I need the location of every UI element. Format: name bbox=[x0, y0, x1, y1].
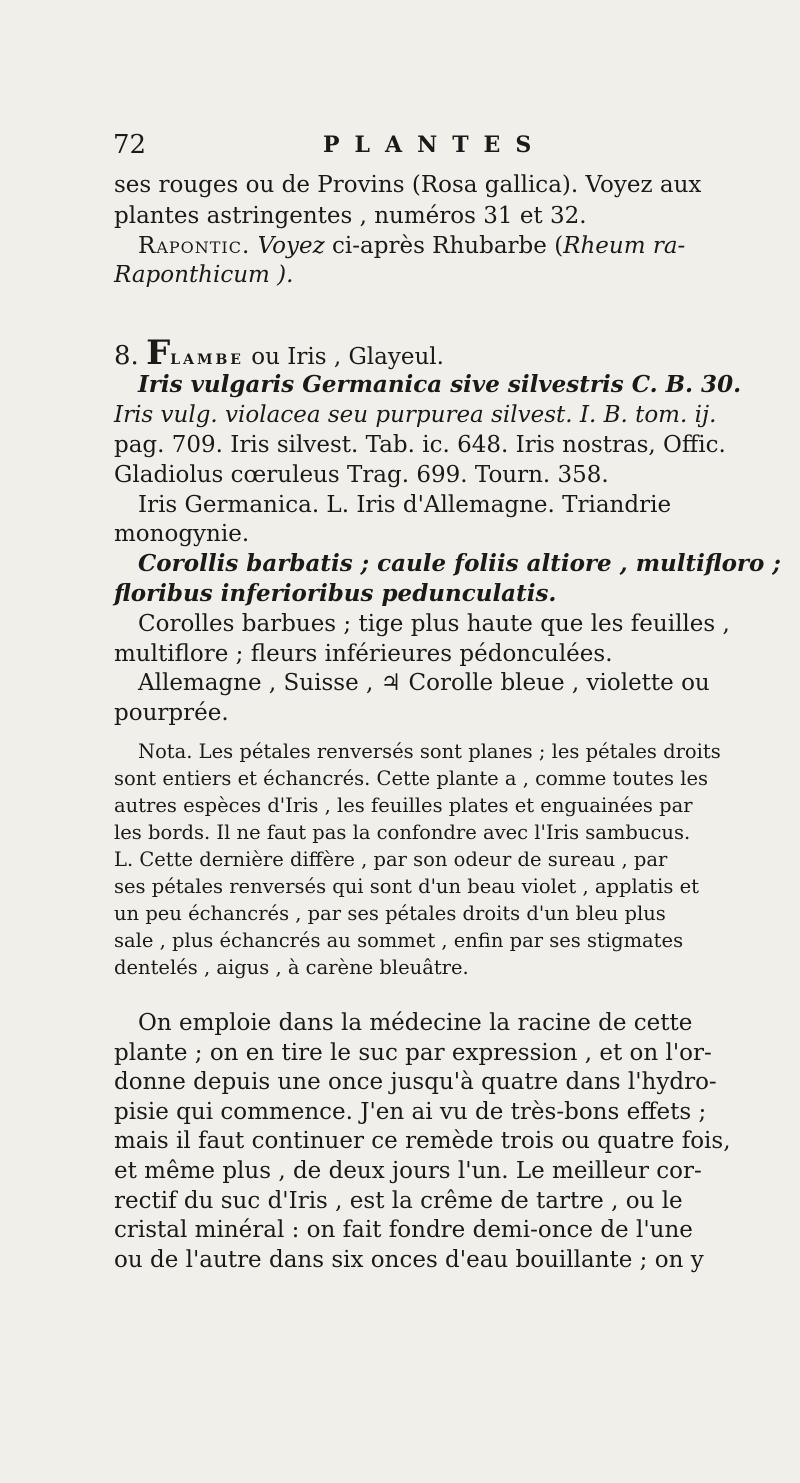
synonym-line: pag. 709. Iris silvest. Tab. ic. 648. Iris nostras, Offic. bbox=[114, 432, 726, 458]
text-line: mais il faut continuer ce remède trois ou quatre fois, bbox=[114, 1128, 731, 1154]
section-number: 8. bbox=[114, 341, 139, 371]
heading-smallcaps: LAMBE bbox=[170, 352, 244, 368]
text-line: On emploie dans la médecine la racine de cette bbox=[138, 1010, 693, 1036]
synonym-line: Iris vulgaris Germanica sive silvestris C. B. 30. bbox=[138, 371, 742, 398]
nota-line: sont entiers et échancrés. Cette plante a , comme toutes les bbox=[114, 767, 708, 790]
nota-line: ses pétales renversés qui sont d'un beau violet , applatis et bbox=[114, 875, 699, 898]
text-line: ou de l'autre dans six onces d'eau bouillante ; on y bbox=[114, 1247, 704, 1273]
see-reference: Voyez bbox=[257, 233, 325, 259]
nota-line: autres espèces d'Iris , les feuilles plates et enguainées par bbox=[114, 794, 693, 817]
text-line: monogynie. bbox=[114, 521, 250, 547]
text-line: Iris Germanica. L. Iris d'Allemagne. Triandrie bbox=[138, 492, 672, 518]
text-line: pisie qui commence. J'en ai vu de très-bons effets ; bbox=[114, 1099, 707, 1125]
text-line: plante ; on en tire le suc par expression , et on l'or- bbox=[114, 1040, 712, 1066]
text-line: rectif du suc d'Iris , est la crême de tartre , ou le bbox=[114, 1188, 683, 1214]
text-line: pourprée. bbox=[114, 700, 229, 726]
latin-description: Corollis barbatis ; caule foliis altiore , multifloro ; bbox=[138, 550, 781, 577]
text-line: donne depuis une once jusqu'à quatre dans l'hydro- bbox=[114, 1069, 717, 1095]
text-line: plantes astringentes , numéros 31 et 32. bbox=[114, 203, 587, 229]
text-line: multiflore ; fleurs inférieures pédonculées. bbox=[114, 641, 613, 667]
nota-line: Nota. Les pétales renversés sont planes ; les pétales droits bbox=[138, 740, 721, 763]
entry-text: ci-après Rhubarbe ( bbox=[324, 233, 564, 259]
text-line: Raponthicum ). bbox=[114, 262, 294, 288]
text-line: ses rouges ou de Provins (Rosa gallica). Voyez aux bbox=[114, 172, 702, 198]
nota-line: les bords. Il ne faut pas la confondre avec l'Iris sambucus. bbox=[114, 821, 691, 844]
running-title: PLANTES bbox=[323, 132, 547, 158]
raponticum-entry bbox=[138, 233, 685, 259]
nota-line: un peu échancrés , par ses pétales droits d'un bleu plus bbox=[114, 902, 666, 925]
entry-label: Rapontic. bbox=[138, 233, 251, 259]
heading-text: ou Iris , Glayeul. bbox=[243, 344, 444, 370]
nota-line: dentelés , aigus , à carène bleuâtre. bbox=[114, 956, 469, 979]
nota-line: L. Cette dernière diffère , par son odeur de sureau , par bbox=[114, 848, 668, 871]
synonym-line: Gladiolus cœruleus Trag. 699. Tourn. 358. bbox=[114, 462, 609, 488]
section-heading bbox=[114, 333, 444, 375]
nota-line: sale , plus échancrés au sommet , enfin par ses stigmates bbox=[114, 929, 684, 952]
text-line: Allemagne , Suisse , ♃ Corolle bleue , violette ou bbox=[138, 670, 710, 696]
latin-name: Rheum ra- bbox=[563, 233, 686, 259]
text-line: Corolles barbues ; tige plus haute que les feuilles , bbox=[138, 611, 730, 637]
text-line: cristal minéral : on fait fondre demi-once de l'une bbox=[114, 1217, 693, 1243]
drop-initial: F bbox=[146, 333, 171, 373]
latin-description: floribus inferioribus pedunculatis. bbox=[114, 580, 557, 607]
page-number: 72 bbox=[113, 130, 147, 160]
synonym-line: Iris vulg. violacea seu purpurea silvest. I. B. tom. ij. bbox=[114, 402, 717, 428]
text-line: et même plus , de deux jours l'un. Le meilleur cor- bbox=[114, 1158, 702, 1184]
